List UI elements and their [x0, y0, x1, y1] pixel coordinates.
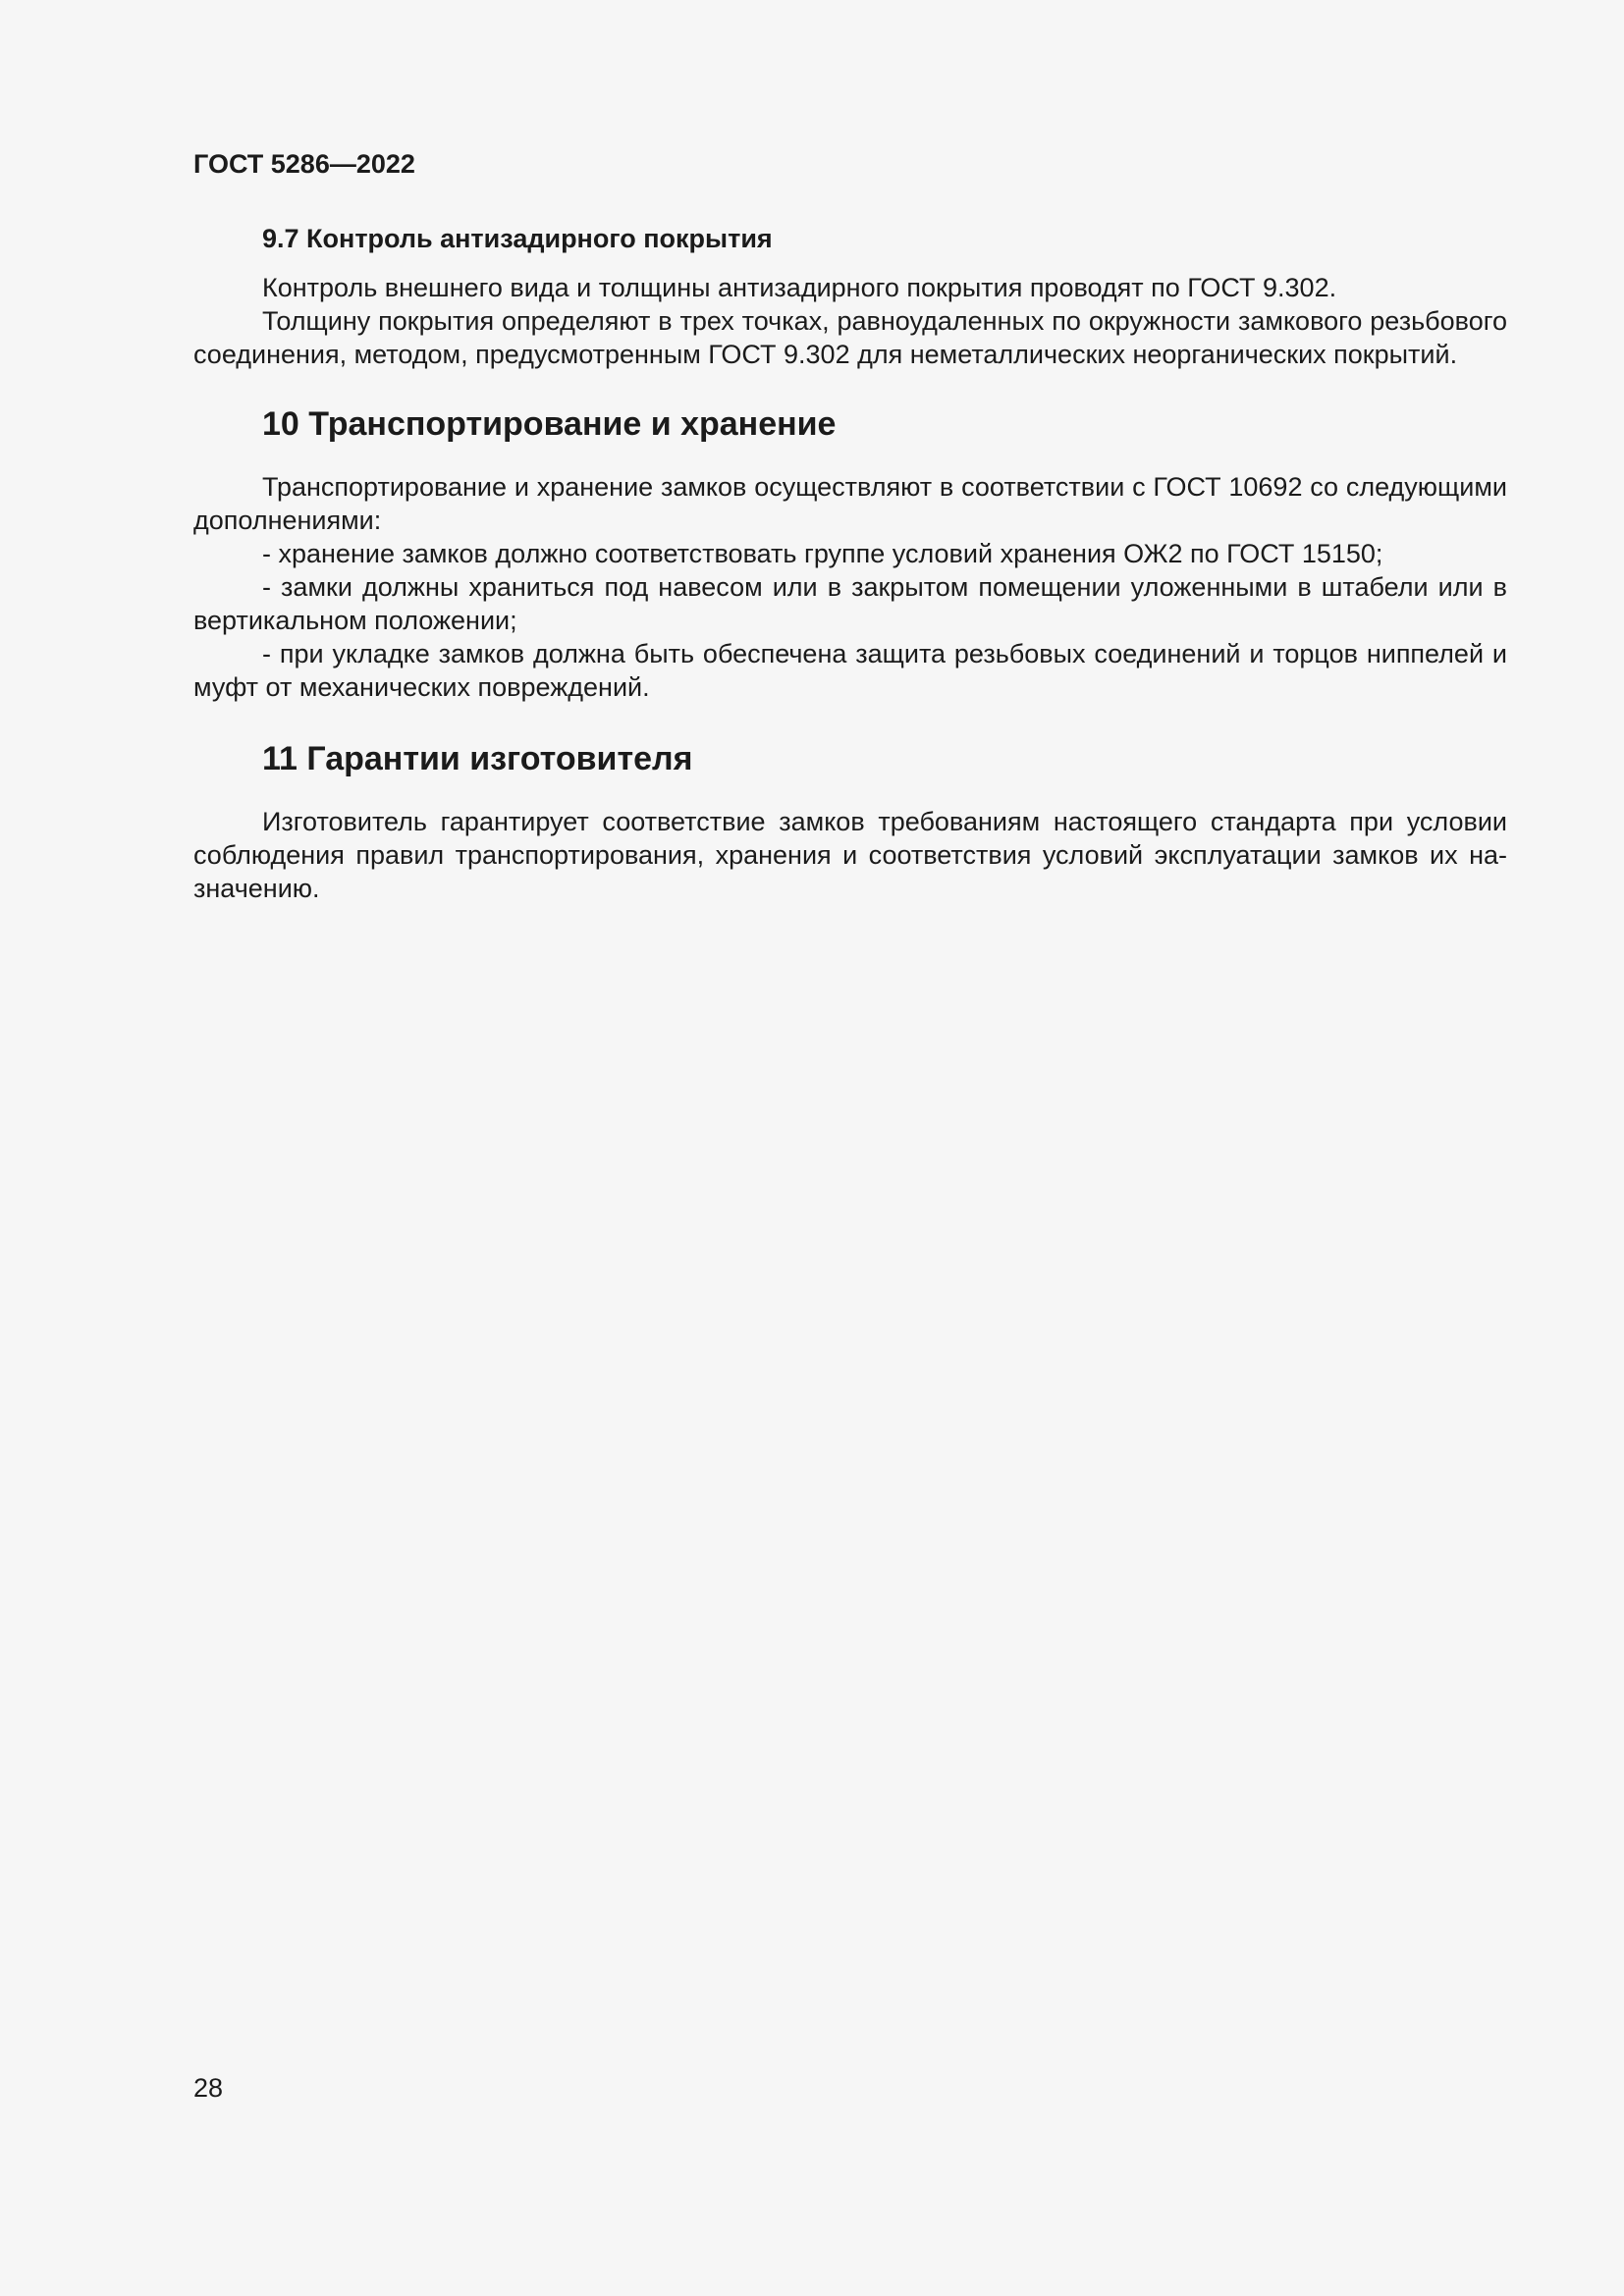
subsection-title: 9.7 Контроль антизадирного покрытия	[262, 224, 773, 253]
list-item: - хранение замков должно соответствовать группе условий хранения ОЖ2 по ГОСТ 15150;	[262, 539, 1383, 568]
list-item: - при укладке замков должна быть обеспечена защита резьбовых соединений и торцов ниппелей и муфт от механических повреждений.	[193, 639, 1507, 702]
paragraph: Транспортирование и хранение замков осуществляют в соответствии с ГОСТ 10692 со следующими дополнениями:	[193, 472, 1507, 535]
section-title: 11 Гарантии изготовителя	[262, 740, 693, 777]
section-10	[193, 403, 1507, 704]
subsection-9-7	[193, 222, 1507, 371]
paragraph: Изготовитель гарантирует соответствие замков требованиям настоящего стандарта при условии соблюдения правил транспортирования, хранения и соответствия условий эксплуатации замков их назначению.	[193, 807, 1507, 903]
section-11	[193, 738, 1507, 905]
page-content	[193, 222, 1507, 905]
list-item: - замки должны храниться под навесом или в закрытом помещении уложенными в штабели или в вертикальном положении;	[193, 572, 1507, 635]
paragraph: Толщину покрытия определяют в трех точках, равноудаленных по окружности замкового резьбового соединения, методом, предусмотренным ГОСТ 9.302 для неметаллических неорганических покрытий.	[193, 306, 1507, 369]
page-number: 28	[193, 2073, 224, 2103]
paragraph: Контроль внешнего вида и толщины антизадирного покрытия проводят по ГОСТ 9.302.	[262, 273, 1337, 302]
storage-requirements-list	[193, 537, 1507, 704]
section-title: 10 Транспортирование и хранение	[262, 405, 837, 443]
document-id-header: ГОСТ 5286—2022	[193, 149, 415, 179]
